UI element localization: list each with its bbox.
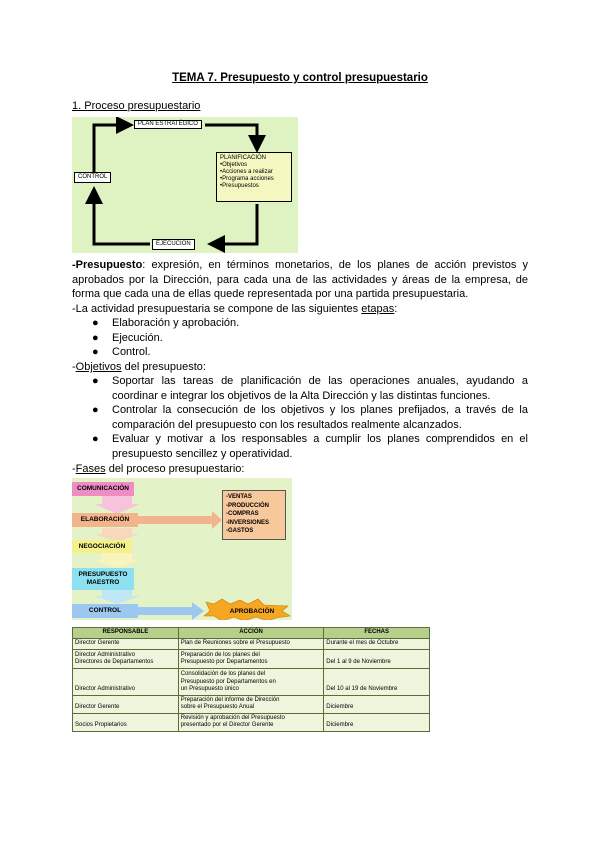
table-row (73, 639, 430, 650)
table-row (73, 668, 430, 695)
planning-title: PLANIFICACIÓN (220, 155, 267, 161)
objectives-keyword: Objetivos (75, 361, 122, 373)
budget-area-item: -GASTOS (226, 528, 254, 534)
objective-text: Evaluar y motivar a los responsables a cumplir los planes comprendidos en el presupuesto sencillez y operatividad. (112, 433, 528, 460)
table-row (73, 649, 430, 668)
control-box: CONTROL (74, 172, 111, 183)
objectives-intro-text: del presupuesto: (121, 361, 206, 373)
objectives-dash: - (72, 361, 76, 373)
phases-keyword: Fases (75, 463, 106, 475)
table-row (73, 713, 430, 731)
planning-item: •Acciones a realizar (220, 169, 273, 175)
budget-phases-diagram (72, 478, 292, 620)
bullet-icon: ● (92, 332, 99, 344)
table-cell: Preparación del informe de Dirección sobre el Presupuesto Anual (178, 695, 324, 713)
down-arrow-shape (94, 496, 140, 514)
stage-item (92, 345, 528, 360)
table-cell: Director Administrativo Directores de Departamentos (73, 649, 179, 668)
column-header: RESPONSABLE (73, 628, 179, 639)
budget-schedule-table (72, 627, 430, 732)
stages-keyword: etapas (361, 303, 395, 315)
stages-intro (72, 302, 528, 317)
table-cell: Plan de Reuniones sobre el Presupuesto (178, 639, 324, 650)
table-cell: Revisión y aprobación del Presupuesto presentado por el Director Gerente (178, 713, 324, 731)
table-cell: Consolidación de los planes del Presupuesto por Departamentos en un Presupuesto único (178, 668, 324, 695)
budget-area-item: -VENTAS (226, 494, 252, 500)
elaboration-label: ELABORACIÓN (80, 516, 130, 523)
stages-intro-text: -La actividad presupuestaria se compone de las siguientes (72, 303, 362, 315)
stage-text: Elaboración y aprobación. (112, 317, 240, 329)
bullet-icon: ● (92, 346, 99, 358)
right-arrow-shape (138, 602, 204, 620)
stage-text: Ejecución. (112, 332, 163, 344)
table-header-row (73, 628, 430, 639)
section-heading: 1. Proceso presupuestario (72, 100, 201, 112)
execution-box: EJECUCIÓN (152, 239, 195, 250)
phases-dash: - (72, 463, 76, 475)
objectives-intro (72, 360, 528, 375)
table-cell: Socios Propietarios (73, 713, 179, 731)
planning-item: •Presupuestos (220, 183, 259, 189)
budget-area-item: -PRODUCCIÓN (226, 502, 269, 509)
table-cell: Del 1 al 9 de Noviembre (324, 649, 430, 668)
negotiation-label: NEGOCIACIÓN (78, 543, 126, 550)
document-title: TEMA 7. Presupuesto y control presupuestario (172, 72, 428, 84)
bullet-icon: ● (92, 375, 99, 387)
table-cell: Director Gerente (73, 639, 179, 650)
table-cell: Director Administrativo (73, 668, 179, 695)
definition-term: -Presupuesto (72, 259, 143, 271)
definition-text: : expresión, en términos monetarios, de los planes de acción previstos y aprobados por la Dirección, para cada una de las actividades y áreas de la empresa, de forma que cada una de ellas quede representada por una partida presupuestaria. (72, 259, 528, 301)
communication-label: COMUNICACIÓN (77, 485, 129, 492)
budget-area-item: -INVERSIONES (226, 519, 270, 526)
bullet-icon: ● (92, 317, 99, 329)
column-header: FECHAS (324, 628, 430, 639)
down-arrow-shape (94, 528, 140, 542)
phases-intro (72, 462, 528, 477)
objective-item (92, 432, 528, 461)
bullet-icon: ● (92, 404, 99, 416)
budget-area-item: -COMPRAS (226, 511, 259, 517)
right-arrow-shape (138, 511, 222, 529)
planning-item: •Programa acciones (220, 176, 274, 182)
table-cell: Diciembre (324, 695, 430, 713)
table-row (73, 695, 430, 713)
stage-item (92, 316, 528, 331)
stage-text: Control. (112, 346, 151, 358)
column-header: ACCIÓN (178, 628, 324, 639)
budget-process-diagram (72, 117, 298, 253)
objective-text: Controlar la consecución de los objetivos y los planes prefijados, a través de la comparación del presupuesto con los resultados realmente alcanzados. (112, 404, 528, 431)
planning-item: •Objetivos (220, 162, 248, 168)
down-arrow-shape (94, 590, 140, 604)
table-cell: Del 10 al 19 de Noviembre (324, 668, 430, 695)
master-budget-label (72, 571, 134, 586)
table-cell: Durante el mes de Octubre (324, 639, 430, 650)
definition-paragraph (72, 258, 528, 302)
objective-item (92, 374, 528, 403)
budget-areas-list (222, 490, 286, 540)
table-cell: Director Gerente (73, 695, 179, 713)
stages-intro-colon: : (394, 303, 398, 315)
approval-label: APROBACIÓN (229, 608, 275, 615)
down-arrow-shape (94, 553, 140, 568)
master-budget-line2: MAESTRO (86, 578, 120, 586)
planning-box (216, 152, 292, 202)
table-cell: Preparación de los planes del Presupuesto por Departamentos (178, 649, 324, 668)
control-label: CONTROL (88, 607, 122, 614)
table-cell: Diciembre (324, 713, 430, 731)
bullet-icon: ● (92, 433, 99, 445)
objective-item (92, 403, 528, 432)
strategic-plan-box: PLAN ESTRATÉGICO (134, 120, 202, 129)
objective-text: Soportar las tareas de planificación de las operaciones anuales, ayudando a coordinar e integrar los objetivos de la Alta Dirección y las distintas funciones. (112, 375, 528, 402)
master-budget-line1: PRESUPUESTO (78, 571, 128, 578)
stage-item (92, 331, 528, 346)
phases-intro-text: del proceso presupuestario: (105, 463, 245, 475)
